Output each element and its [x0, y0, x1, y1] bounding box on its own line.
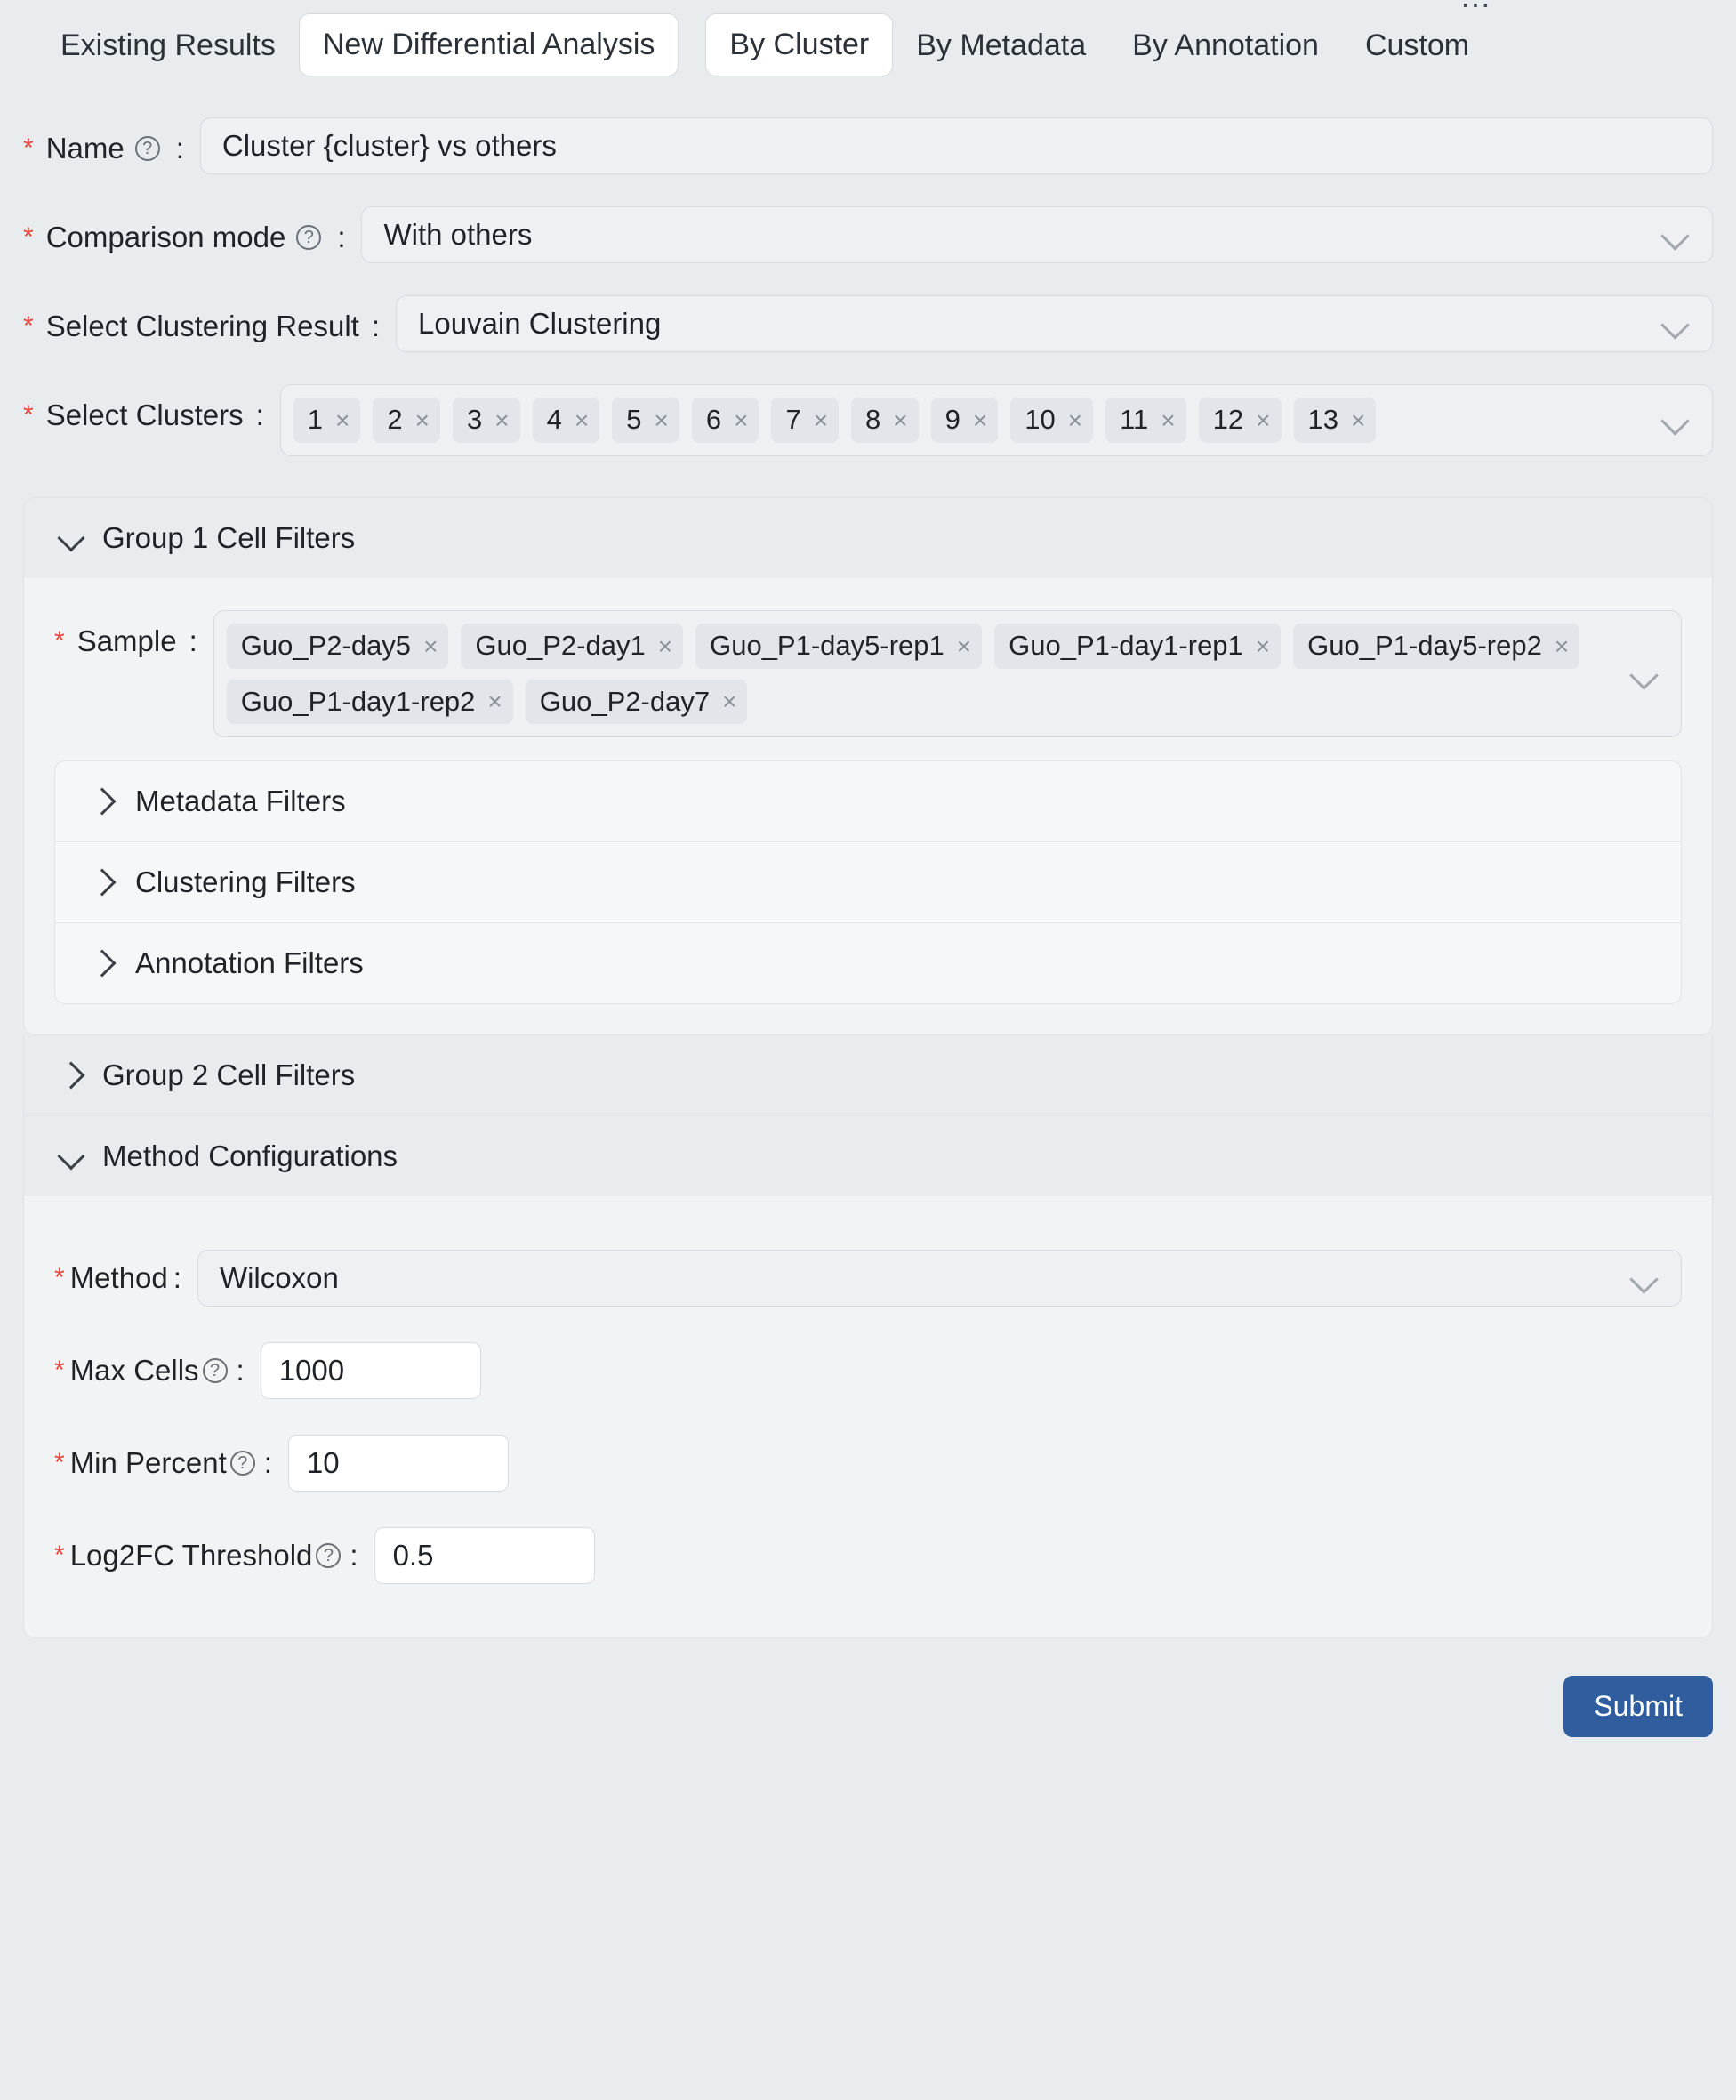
log2fc-label-text: Log2FC Threshold [69, 1539, 313, 1573]
name-row [23, 117, 1713, 174]
method-configurations-title: Method Configurations [102, 1139, 398, 1173]
sample-tags[interactable] [213, 610, 1682, 738]
min-percent-label [54, 1446, 272, 1480]
select-clusters-label-text: Select Clusters [45, 398, 244, 431]
min-percent-input[interactable] [288, 1435, 509, 1492]
sample-tag-label: Guo_P2-day7 [539, 685, 711, 717]
remove-tag-icon[interactable]: × [423, 632, 438, 660]
min-percent-colon: : [263, 1446, 272, 1480]
sample-tag-label: Guo_P1-day5-rep1 [710, 629, 944, 661]
min-percent-row [54, 1435, 1682, 1492]
method-row [54, 1250, 1682, 1307]
log2fc-row [54, 1527, 1682, 1584]
select-clusters-colon: : [255, 398, 264, 431]
cluster-tag[interactable] [1199, 398, 1282, 443]
cluster-tag[interactable] [1294, 398, 1377, 443]
remove-tag-icon[interactable]: × [1350, 406, 1366, 434]
max-cells-row [54, 1342, 1682, 1399]
name-input-value: Cluster {cluster} vs others [221, 129, 557, 162]
group2-cell-filters-title: Group 2 Cell Filters [102, 1058, 356, 1092]
sample-tag-label: Guo_P2-day5 [240, 629, 412, 661]
cluster-tag-label: 9 [944, 404, 960, 435]
remove-tag-icon[interactable]: × [1255, 632, 1271, 660]
method-value: Wilcoxon [219, 1261, 339, 1295]
remove-tag-icon[interactable]: × [494, 406, 510, 434]
required-asterisk: * [54, 1541, 65, 1571]
tab-bar [0, 0, 1736, 85]
tab-by-metadata[interactable]: By Metadata [916, 28, 1087, 62]
sample-tag[interactable] [1293, 624, 1579, 669]
clustering-result-row [23, 295, 1713, 352]
remove-tag-icon[interactable]: × [893, 406, 908, 434]
tab-by-cluster[interactable]: By Cluster [705, 13, 893, 76]
clustering-filters-item[interactable] [55, 842, 1681, 923]
chevron-down-icon[interactable] [1628, 1251, 1663, 1306]
help-icon[interactable]: ? [316, 1543, 341, 1568]
cluster-tag[interactable] [1010, 398, 1093, 443]
comparison-mode-label-text: Comparison mode [45, 221, 286, 253]
sample-tag[interactable] [227, 680, 513, 725]
log2fc-input[interactable] [374, 1527, 595, 1584]
required-asterisk: * [23, 222, 34, 252]
comparison-mode-colon: : [337, 221, 346, 253]
method-configurations-header[interactable] [24, 1116, 1712, 1196]
chevron-down-icon[interactable] [57, 1143, 84, 1171]
remove-tag-icon[interactable]: × [972, 406, 988, 434]
cluster-tag[interactable] [931, 398, 999, 443]
group1-cell-filters-header[interactable] [24, 498, 1712, 578]
max-cells-label [54, 1354, 245, 1388]
cluster-tag-label: 11 [1120, 404, 1149, 435]
max-cells-input[interactable] [261, 1342, 481, 1399]
cluster-tag-label: 1 [307, 404, 324, 435]
max-cells-value: 1000 [278, 1354, 345, 1388]
method-select[interactable] [197, 1250, 1682, 1307]
sample-tag-label: Guo_P1-day5-rep2 [1307, 629, 1542, 661]
name-label [23, 117, 184, 165]
remove-tag-icon[interactable]: × [734, 406, 749, 434]
sample-tag[interactable] [526, 680, 748, 725]
comparison-mode-value: With others [383, 218, 533, 251]
group1-cell-filters-panel [23, 497, 1713, 1036]
remove-tag-icon[interactable]: × [1067, 406, 1083, 434]
required-asterisk: * [54, 1263, 65, 1293]
clustering-result-colon: : [371, 310, 381, 342]
cluster-tag-label: 6 [705, 404, 722, 435]
cluster-tag[interactable] [533, 398, 600, 443]
chevron-right-icon[interactable] [57, 1062, 84, 1090]
comparison-mode-label [23, 206, 345, 254]
cluster-tag[interactable] [771, 398, 839, 443]
clustering-filters-label: Clustering Filters [135, 865, 356, 899]
group2-cell-filters-header[interactable] [24, 1035, 1712, 1115]
cluster-tag[interactable] [453, 398, 520, 443]
metadata-filters-item[interactable] [55, 761, 1681, 842]
min-percent-label-text: Min Percent [69, 1446, 227, 1480]
log2fc-value: 0.5 [392, 1539, 434, 1573]
log2fc-label [54, 1539, 358, 1573]
sample-tag-label: Guo_P1-day1-rep2 [240, 685, 476, 717]
help-icon[interactable]: ? [135, 136, 160, 161]
required-asterisk: * [23, 311, 34, 341]
cluster-tag[interactable] [1105, 398, 1186, 443]
help-icon[interactable]: ? [230, 1451, 255, 1476]
chevron-down-icon[interactable] [1659, 207, 1694, 262]
clustering-result-label [23, 295, 380, 343]
remove-tag-icon[interactable]: × [654, 406, 669, 434]
name-label-text: Name [45, 132, 125, 165]
remove-tag-icon[interactable]: × [414, 406, 430, 434]
chevron-down-icon[interactable] [1659, 385, 1694, 455]
clustering-result-value: Louvain Clustering [418, 307, 662, 340]
min-percent-value: 10 [306, 1446, 340, 1480]
sample-label [54, 610, 197, 658]
cluster-tag[interactable] [373, 398, 440, 443]
tab-by-annotation[interactable]: By Annotation [1132, 28, 1319, 62]
chevron-right-icon[interactable] [88, 869, 116, 897]
select-clusters-label [23, 384, 264, 432]
remove-tag-icon[interactable]: × [1554, 632, 1570, 660]
select-clusters-tags[interactable] [280, 384, 1713, 456]
max-cells-label-text: Max Cells [69, 1354, 199, 1388]
sample-tag[interactable] [994, 624, 1281, 669]
cluster-tag-label: 2 [387, 404, 403, 435]
remove-tag-icon[interactable]: × [574, 406, 590, 434]
remove-tag-icon[interactable]: × [813, 406, 829, 434]
sample-colon: : [189, 624, 197, 657]
chevron-down-icon[interactable] [1628, 611, 1663, 737]
remove-tag-icon[interactable]: × [335, 406, 350, 434]
help-icon[interactable]: ? [203, 1358, 228, 1383]
chevron-right-icon[interactable] [88, 788, 116, 816]
comparison-mode-row [23, 206, 1713, 263]
name-input[interactable] [200, 117, 1713, 174]
cluster-tag-label: 5 [626, 404, 642, 435]
submit-button[interactable]: Submit [1563, 1676, 1713, 1737]
group1-sub-filters [54, 760, 1682, 1004]
required-asterisk: * [54, 1448, 65, 1478]
sample-row [54, 610, 1682, 738]
cluster-tag-label: 7 [785, 404, 801, 435]
method-configurations-body [24, 1196, 1712, 1637]
annotation-filters-item[interactable] [55, 923, 1681, 1003]
cluster-tag-label: 8 [865, 404, 881, 435]
group1-cell-filters-body [24, 578, 1712, 1035]
clustering-result-select[interactable] [396, 295, 1713, 352]
required-asterisk: * [54, 1356, 65, 1386]
annotation-filters-label: Annotation Filters [135, 946, 364, 980]
sample-tag[interactable] [227, 624, 449, 669]
form-footer [0, 1638, 1736, 1764]
cluster-tag[interactable] [692, 398, 760, 443]
chevron-down-icon[interactable] [1659, 296, 1694, 351]
remove-tag-icon[interactable]: × [956, 632, 972, 660]
sample-label-text: Sample [76, 624, 177, 657]
method-label [54, 1261, 181, 1295]
cluster-tag-label: 12 [1212, 404, 1244, 435]
name-colon: : [175, 132, 184, 165]
cluster-tag[interactable] [293, 398, 361, 443]
group1-cell-filters-title: Group 1 Cell Filters [102, 520, 356, 554]
chevron-right-icon[interactable] [88, 950, 116, 978]
required-asterisk: * [54, 625, 65, 656]
required-asterisk: * [23, 400, 34, 430]
cluster-tag-label: 3 [467, 404, 483, 435]
remove-tag-icon[interactable]: × [1256, 406, 1271, 434]
log2fc-colon: : [350, 1539, 358, 1573]
required-asterisk: * [23, 133, 34, 163]
cluster-tag-label: 4 [546, 404, 562, 435]
select-clusters-row [23, 384, 1713, 456]
sample-tag-label: Guo_P2-day1 [475, 629, 646, 661]
group2-cell-filters-panel [23, 1035, 1713, 1116]
chevron-down-icon[interactable] [57, 524, 84, 551]
tab-existing-results[interactable]: Existing Results [60, 28, 276, 62]
cluster-tag-label: 10 [1025, 404, 1056, 435]
remove-tag-icon[interactable]: × [722, 688, 737, 716]
comparison-mode-select[interactable] [361, 206, 1713, 263]
cluster-tag[interactable] [612, 398, 679, 443]
method-label-text: Method [69, 1261, 168, 1295]
sample-tag[interactable] [695, 624, 982, 669]
sample-tag[interactable] [461, 624, 683, 669]
metadata-filters-label: Metadata Filters [135, 784, 346, 818]
cluster-tag-label: 13 [1307, 404, 1338, 435]
clustering-result-label-text: Select Clustering Result [45, 310, 359, 342]
method-colon: : [173, 1261, 181, 1295]
analysis-form [0, 117, 1736, 456]
overflow-menu-icon[interactable]: ⋯ [1460, 0, 1493, 22]
cluster-tag[interactable] [851, 398, 919, 443]
remove-tag-icon[interactable]: × [487, 688, 502, 716]
method-configurations-panel [23, 1116, 1713, 1638]
max-cells-colon: : [236, 1354, 245, 1388]
sample-tag-label: Guo_P1-day1-rep1 [1009, 629, 1243, 661]
remove-tag-icon[interactable]: × [1161, 406, 1176, 434]
tab-custom[interactable]: Custom [1364, 28, 1470, 62]
tab-new-differential-analysis[interactable]: New Differential Analysis [299, 13, 679, 76]
help-icon[interactable]: ? [296, 225, 321, 250]
remove-tag-icon[interactable]: × [657, 632, 673, 660]
